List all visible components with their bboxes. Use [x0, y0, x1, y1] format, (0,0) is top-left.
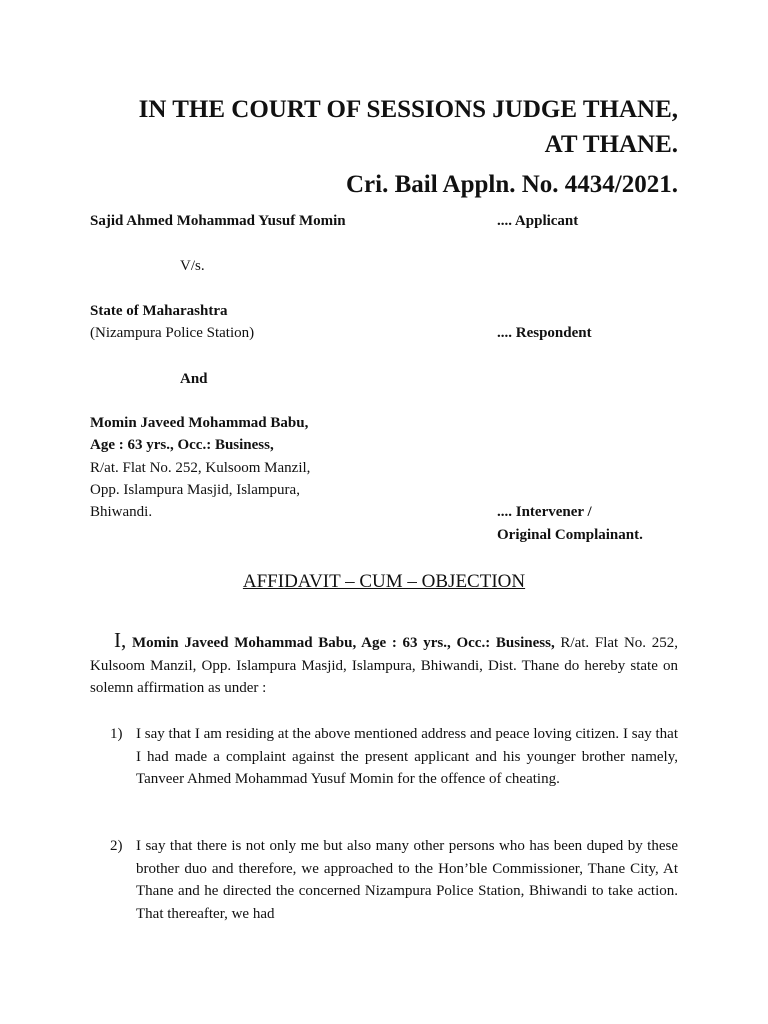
court-title-line2: AT THANE.: [544, 131, 678, 158]
intervener-role: .... Intervener /: [497, 504, 592, 520]
and-label: And: [180, 371, 208, 387]
list-item-text: I say that there is not only me but also many other persons who has been duped by these brother duo and therefore, we approached to the Hon’ble Commissioner, Thane City, At Thane and he directed the concerned Nizampura Police Station, Bhiwandi to take action. That thereafter, we had: [136, 838, 678, 922]
list-item-number: 2): [110, 838, 123, 854]
intervener-address-line1: R/at. Flat No. 252, Kulsoom Manzil,: [90, 460, 311, 476]
court-title-line1: IN THE COURT OF SESSIONS JUDGE THANE,: [138, 96, 678, 123]
list-item-text: I say that I am residing at the above mentioned address and peace loving citizen. I say that I had made a complaint against the present applicant and his younger brother namely, Tanveer Ahmed Mohammad Yusuf Momin for the offence of cheating.: [136, 726, 678, 787]
intro-address-statement: R/at. Flat No. 252, Kulsoom Manzil, Opp. Islampura Masjid, Islampura, Bhiwandi, Dist. Thane do hereby state on solemn affirmation as under :: [90, 635, 678, 696]
intervener-address-line3: Bhiwandi.: [90, 504, 153, 520]
application-number: Cri. Bail Appln. No. 4434/2021.: [346, 171, 678, 198]
intervener-age-occupation: Age : 63 yrs., Occ.: Business,: [90, 437, 274, 453]
list-item-number: 1): [110, 726, 123, 742]
original-complainant-role: Original Complainant.: [497, 527, 643, 543]
respondent-name: State of Maharashtra: [90, 303, 228, 319]
list-item: [110, 723, 678, 791]
affidavit-intro: [90, 629, 678, 700]
intro-pronoun: I,: [114, 628, 127, 652]
respondent-police-station: (Nizampura Police Station): [90, 325, 255, 341]
respondent-role: .... Respondent: [497, 325, 592, 341]
list-item: [110, 835, 678, 925]
applicant-role: .... Applicant: [497, 213, 579, 229]
intro-deponent-details: Momin Javeed Mohammad Babu, Age : 63 yrs., Occ.: Business,: [126, 635, 555, 651]
intervener-address-line2: Opp. Islampura Masjid, Islampura,: [90, 482, 300, 498]
versus-label: V/s.: [180, 258, 205, 274]
intervener-name: Momin Javeed Mohammad Babu,: [90, 415, 309, 431]
affidavit-title: AFFIDAVIT – CUM – OBJECTION: [242, 571, 526, 592]
applicant-name: Sajid Ahmed Mohammad Yusuf Momin: [90, 213, 346, 229]
